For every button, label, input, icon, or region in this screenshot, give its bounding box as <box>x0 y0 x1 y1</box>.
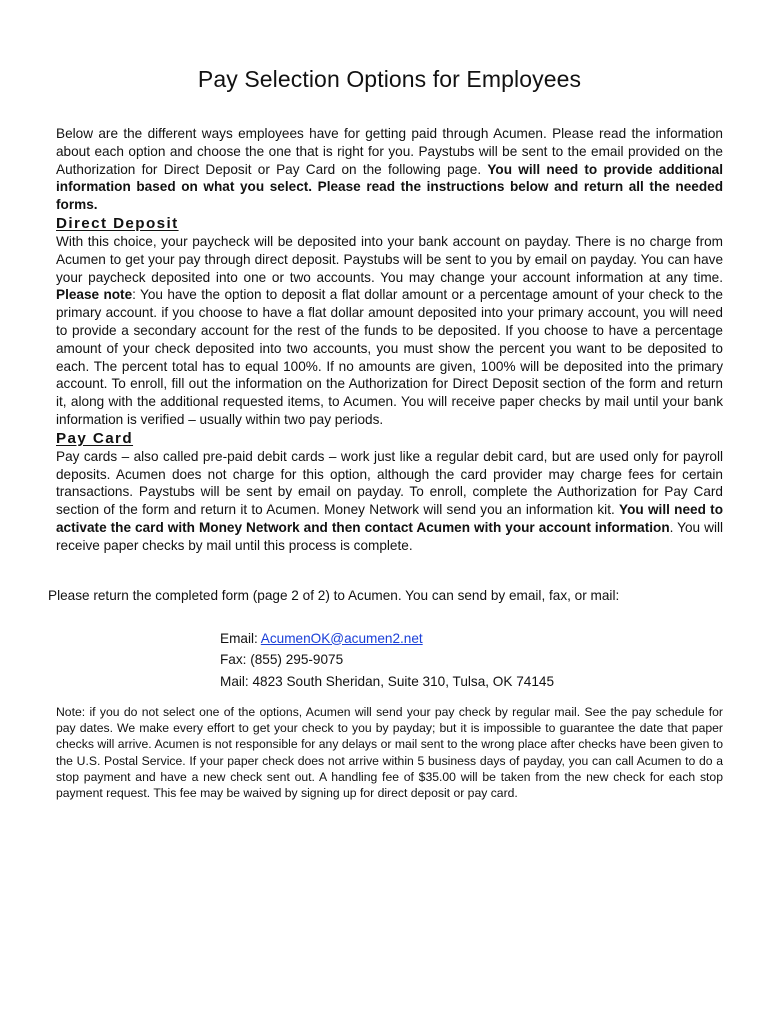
return-instructions: Please return the completed form (page 2 of 2) to Acumen. You can send by email, fax, or mail: <box>48 587 620 603</box>
pay-card-paragraph <box>56 448 723 555</box>
contact-block <box>220 628 723 693</box>
email-label: Email: <box>220 630 261 646</box>
contact-email-line <box>220 628 723 650</box>
pay-card-bold-text: You will need to activate the card with Money Network and then contact Acumen with your account information <box>56 502 723 535</box>
pay-card-text-1: Pay cards – also called pre-paid debit cards – work just like a regular debit card, but are used only for payroll deposits. Acumen does not charge for this option, although the card provider may charge fees for certain transactions. Paystubs will be sent by email on payday. To enroll, complete the Authorization for Pay Card section of the form and return it to Acumen. Money Network will send you an information kit. <box>56 448 723 518</box>
pay-card-heading: Pay Card <box>56 429 134 447</box>
contact-fax-line: Fax: (855) 295-9075 <box>220 652 344 668</box>
intro-bold-text: You will need to provide additional information based on what you select. Please read the instructions below and return all the needed forms. <box>56 161 723 213</box>
direct-deposit-heading: Direct Deposit <box>56 214 179 232</box>
direct-deposit-bold-note: Please note <box>56 287 133 303</box>
page-title: Pay Selection Options for Employees <box>197 66 582 92</box>
direct-deposit-text-1: With this choice, your paycheck will be deposited into your bank account on payday. There is no charge from Acumen to get your pay through direct deposit. Paystubs will be sent to you by email on payday. You can have your paycheck deposited into one or two accounts. You may change your account information at any time. <box>56 233 723 285</box>
pay-card-text-2: . You will receive paper checks by mail until this process is complete. <box>56 519 723 553</box>
email-link[interactable]: AcumenOK@acumen2.net <box>260 630 423 646</box>
contact-mail-line: Mail: 4823 South Sheridan, Suite 310, Tulsa, OK 74145 <box>220 673 555 689</box>
direct-deposit-text-2: : You have the option to deposit a flat dollar amount or a percentage amount of your check to the primary account. if you choose to have a flat dollar amount deposited into your primary account, you will need to provide a secondary account for the rest of the funds to be deposited. If you choose to have a percentage amount of your check deposited into two accounts, you must show the percent you want to be deposited to each. The percent total has to equal 100%. If no amounts are given, 100% will be deposited into the primary account. To enroll, fill out the information on the Authorization for Direct Deposit section of the form and return it, along with the additional requested items, to Acumen. You will receive paper checks by mail until your bank information is verified – usually within two pay periods. <box>56 287 723 427</box>
intro-text: Below are the different ways employees have for getting paid through Acumen. Please read the information about each option and choose the one that is right for you. Paystubs will be sent to the email provided on the Authorization for Direct Deposit or Pay Card on the following page. <box>56 126 723 177</box>
intro-paragraph <box>56 125 723 214</box>
direct-deposit-paragraph <box>56 233 723 429</box>
note-paragraph: Note: if you do not select one of the options, Acumen will send your pay check by regular mail. See the pay schedule for pay dates. We make every effort to get your check to you by payday; but it is impossible to guarantee the date that paper checks will arrive. Acumen is not responsible for any delays or mail sent to the wrong place after checks have been given to the U.S. Postal Service. If your paper check does not arrive within 5 business days of payday, you can call Acumen to do a stop payment and have a new check sent out. A handling fee of $35.00 will be taken from the new check for each stop payment request. This fee may be waived by signing up for direct deposit or pay card. <box>56 705 723 801</box>
